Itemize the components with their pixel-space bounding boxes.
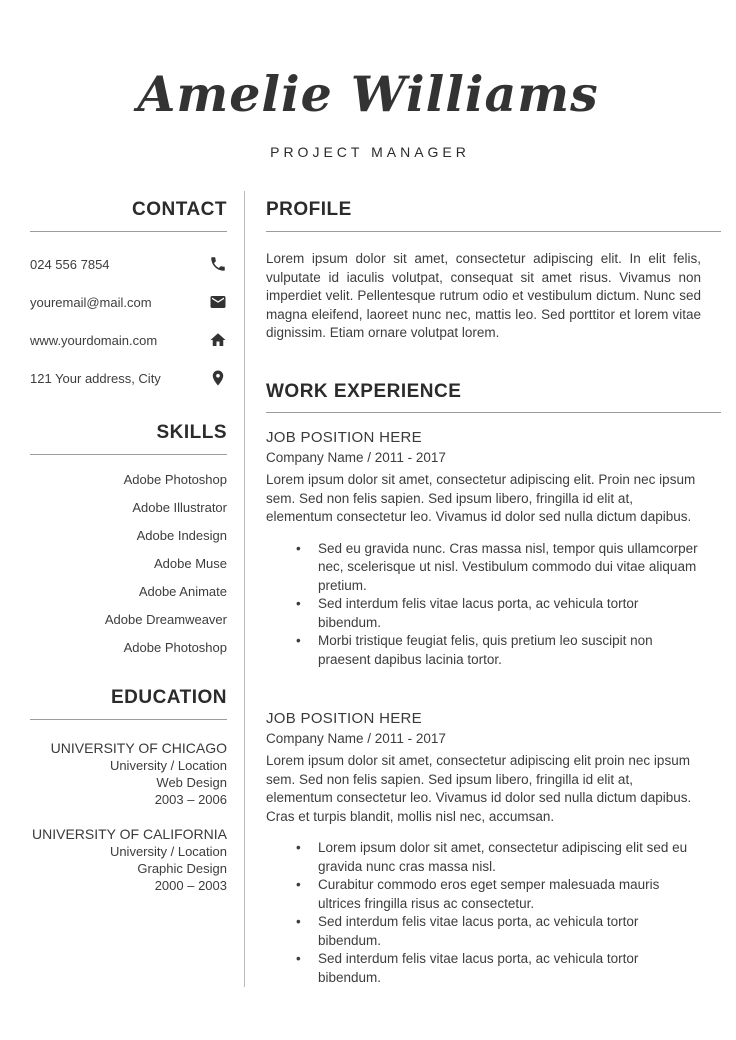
school-name: UNIVERSITY OF CALIFORNIA bbox=[32, 825, 227, 842]
contact-list bbox=[30, 245, 227, 397]
contact-row-email bbox=[30, 283, 227, 321]
job-bullet-list bbox=[266, 839, 701, 987]
person-job-title: PROJECT MANAGER bbox=[270, 144, 470, 161]
school-location: University / Location bbox=[109, 843, 227, 859]
sidebar bbox=[0, 191, 244, 987]
phone-icon bbox=[209, 255, 227, 273]
education-heading: EDUCATION bbox=[110, 686, 227, 708]
skills-heading: SKILLS bbox=[156, 422, 227, 444]
job-company: Company Name / 2011 - 2017 bbox=[266, 450, 446, 466]
skill-item: Adobe Photoshop bbox=[123, 471, 227, 487]
job-title: JOB POSITION HERE bbox=[266, 429, 422, 447]
skill-item: Adobe Indesign bbox=[136, 527, 227, 543]
location-icon bbox=[209, 369, 227, 387]
education-rule bbox=[30, 719, 227, 720]
school-name: UNIVERSITY OF CHICAGO bbox=[50, 739, 227, 756]
job-bullet: • Sed interdum felis vitae lacus porta, ac vehicula tortor bibendum. bbox=[318, 950, 701, 987]
main-column bbox=[244, 191, 736, 987]
resume-header bbox=[0, 0, 736, 160]
job-bullet: • Sed interdum felis vitae lacus porta, ac vehicula tortor bibendum. bbox=[318, 913, 701, 950]
job-entry bbox=[266, 428, 721, 669]
skills-list bbox=[30, 466, 227, 662]
job-bullet-list bbox=[266, 540, 701, 670]
job-bullet: • Sed interdum felis vitae lacus porta, ac vehicula tortor bibendum. bbox=[318, 595, 701, 632]
skill-item: Adobe Animate bbox=[138, 583, 227, 599]
email-address: youremail@mail.com bbox=[30, 294, 152, 310]
profile-text: Lorem ipsum dolor sit amet, consectetur adipiscing elit. In elit felis, vulputate id iaculis volutpat, consequat sit amet risus. Vivamus non imperdiet velit. Pellentesque rutrum odio et vestibulum dictum. Nunc sed magna eleifend, laoreet nunc nec, mattis leo. Sed porttitor et lorem vitae dignissim. Etiam ornare volutpat lorem. bbox=[266, 251, 701, 341]
job-title: JOB POSITION HERE bbox=[266, 710, 422, 728]
job-entry bbox=[266, 709, 721, 987]
school-years: 2000 – 2003 bbox=[154, 877, 227, 893]
contact-heading: CONTACT bbox=[132, 199, 227, 221]
education-entry bbox=[30, 826, 227, 894]
job-bullet: • Morbi tristique feugiat felis, quis pretium leo suscipit non praesent dapibus lacinia tortor. bbox=[318, 632, 701, 669]
contact-row-address bbox=[30, 359, 227, 397]
mail-icon bbox=[209, 293, 227, 311]
school-degree: Web Design bbox=[156, 774, 227, 790]
contact-row-phone bbox=[30, 245, 227, 283]
job-bullet: • Curabitur commodo eros eget semper malesuada mauris ultrices fringilla risus ac consectetur. bbox=[318, 876, 701, 913]
education-entry bbox=[30, 740, 227, 808]
skills-rule bbox=[30, 454, 227, 455]
contact-rule bbox=[30, 231, 227, 232]
website-url: www.yourdomain.com bbox=[30, 332, 158, 348]
job-bullet: • Lorem ipsum dolor sit amet, consectetur adipiscing elit sed eu gravida nunc cras massa nisl. bbox=[318, 839, 701, 876]
school-years: 2003 – 2006 bbox=[154, 791, 227, 807]
profile-heading: PROFILE bbox=[266, 199, 352, 221]
person-name: Amelie Williams bbox=[137, 65, 599, 123]
contact-row-website bbox=[30, 321, 227, 359]
skill-item: Adobe Dreamweaver bbox=[104, 611, 227, 627]
school-degree: Graphic Design bbox=[137, 860, 227, 876]
work-experience-heading: WORK EXPERIENCE bbox=[266, 380, 462, 402]
job-description: Lorem ipsum dolor sit amet, consectetur adipiscing elit. Proin nec ipsum sem. Sed non felis sapien. Sed ipsum libero, fringilla id elit at, elementum consectetur leo. Vivamus id dolor sed nulla dictum dapibus. bbox=[266, 472, 696, 525]
work-experience-rule bbox=[266, 412, 721, 413]
school-location: University / Location bbox=[109, 757, 227, 773]
street-address: 121 Your address, City bbox=[30, 370, 161, 386]
phone-number: 024 556 7854 bbox=[30, 256, 110, 272]
skill-item: Adobe Muse bbox=[154, 555, 227, 571]
skill-item: Adobe Photoshop bbox=[123, 639, 227, 655]
resume-body bbox=[0, 191, 736, 987]
home-icon bbox=[209, 331, 227, 349]
skill-item: Adobe Illustrator bbox=[132, 499, 227, 515]
job-bullet: • Sed eu gravida nunc. Cras massa nisl, tempor quis ullamcorper nec, scelerisque ut nisl. Vestibulum commodo dui vitae aliquam pretium. bbox=[318, 540, 701, 596]
education-list bbox=[30, 740, 227, 894]
job-description: Lorem ipsum dolor sit amet, consectetur adipiscing elit proin nec ipsum sem. Sed non felis sapien. Sed ipsum libero, fringilla id elit at, elementum consectetur leo. Vivamus id dolor sed nulla dictum dapibus. Cras et turpis blandit, mollis nisl nec, accumsan. bbox=[266, 753, 692, 824]
job-company: Company Name / 2011 - 2017 bbox=[266, 731, 446, 747]
profile-rule bbox=[266, 231, 721, 232]
